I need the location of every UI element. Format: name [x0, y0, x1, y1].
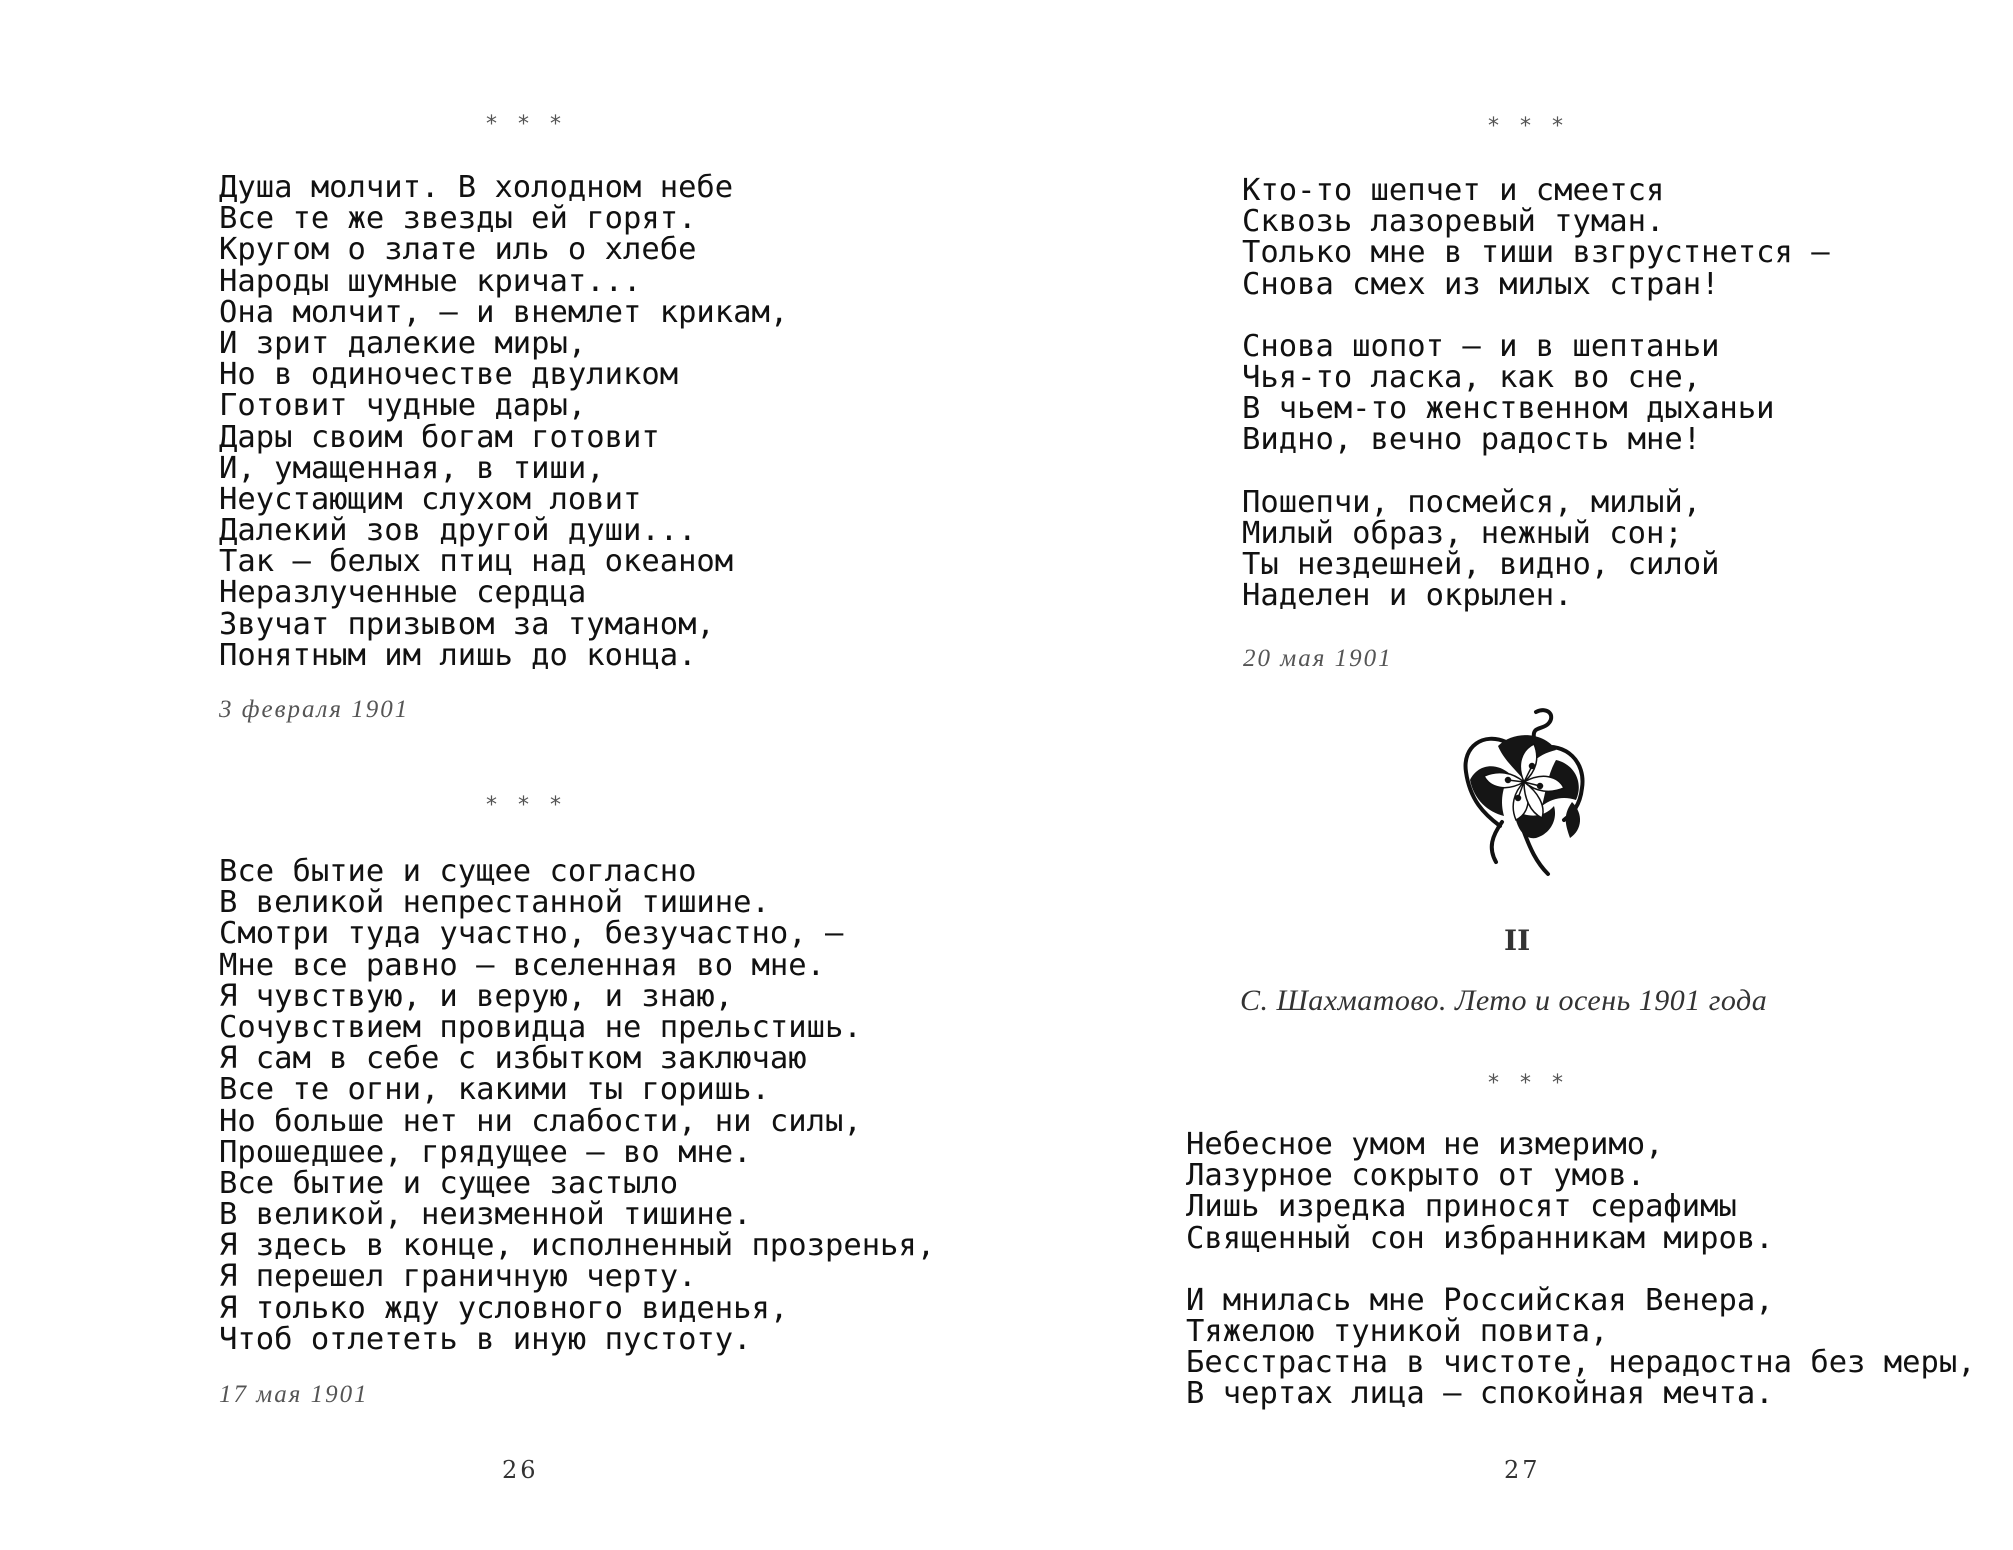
poem-line: Сочувствием провидца не прельстишь.: [219, 1009, 862, 1045]
asterism: * * *: [486, 112, 568, 137]
poem-line: Так — белых птиц над океаном: [219, 544, 734, 580]
poem-line: Священный сон избранникам миров.: [1186, 1220, 1774, 1256]
poem-line: Снова смех из милых стран!: [1242, 266, 1720, 302]
poem-line: И мнилась мне Российская Венера,: [1186, 1282, 1774, 1318]
page-number: 26: [502, 1456, 539, 1484]
poem-date: 3 февраля 1901: [219, 696, 410, 723]
poem-line: Кругом о злате иль о хлебе: [219, 232, 697, 268]
poem-line: Кто-то шепчет и смеется: [1242, 173, 1665, 208]
poem-line: Все бытие и сущее согласно: [219, 854, 697, 889]
poem-line: Чтоб отлететь в иную пустоту.: [219, 1321, 752, 1357]
poem-line: Я только жду условного виденья,: [219, 1290, 789, 1326]
poem-line: Милый образ, нежный сон;: [1242, 515, 1683, 551]
poem-line: Тяжелою туникой повита,: [1186, 1313, 1609, 1349]
poem-line: Ты нездешней, видно, силой: [1242, 546, 1720, 582]
poem-line: Звучат призывом за туманом,: [219, 606, 715, 642]
poem-line: Чья-то ласка, как во сне,: [1242, 359, 1702, 395]
poem-line: Понятным им лишь до конца.: [219, 637, 697, 673]
poem-line: Видно, вечно радость мне!: [1242, 422, 1702, 458]
poem-line: Но больше нет ни слабости, ни силы,: [219, 1103, 862, 1139]
poem-line: Лишь изредка приносят серафимы: [1186, 1189, 1737, 1225]
poem-line: И зрит далекие миры,: [219, 325, 587, 361]
poem-line: Сквозь лазоревый туман.: [1242, 204, 1665, 240]
poem-line: Пошепчи, посмейся, милый,: [1242, 484, 1702, 520]
poem-line: Смотри туда участно, безучастно, —: [219, 916, 844, 952]
asterism: * * *: [1488, 1071, 1570, 1096]
poem-line: В великой непрестанной тишине.: [219, 885, 770, 921]
poem-line: Снова шопот — и в шептаньи: [1242, 328, 1720, 364]
poem-line: Все бытие и сущее застыло: [219, 1165, 679, 1201]
poem-line: Неустающим слухом ловит: [219, 481, 642, 517]
poem-line: Бесстрастна в чистоте, нерадостна без меры,: [1186, 1345, 1976, 1381]
asterism: * * *: [486, 793, 568, 818]
poem-line: Мне все равно — вселенная во мне.: [219, 947, 825, 983]
poem-line: Она молчит, — и внемлет крикам,: [219, 294, 789, 330]
poem-line: В чертах лица — спокойная мечта.: [1186, 1376, 1774, 1412]
asterism: * * *: [1488, 114, 1570, 139]
poem-text: [1242, 173, 1830, 614]
poem-text: [219, 856, 935, 1355]
poem-line: Я перешел граничную черту.: [219, 1259, 697, 1295]
section-subtitle: С. Шахматово. Лето и осень 1901 года: [1240, 984, 1768, 1017]
poem-date: 17 мая 1901: [219, 1381, 369, 1408]
poem-text: [1186, 1129, 1976, 1410]
poem-line: Все те огни, какими ты горишь.: [219, 1072, 770, 1108]
poem-line: Дары своим богам готовит: [219, 419, 660, 455]
poem-line: Я чувствую, и верую, и знаю,: [219, 978, 734, 1014]
poem-line: Далекий зов другой души...: [219, 513, 697, 549]
poem-line: И, умащенная, в тиши,: [219, 450, 605, 486]
stanza: [1242, 175, 1830, 300]
poem-line: Все те же звезды ей горят.: [219, 201, 697, 237]
stanza: [1242, 328, 1830, 458]
poem-line: Но в одиночестве двуликом: [219, 357, 679, 393]
poem-line: Я сам в себе с избытком заключаю: [219, 1041, 807, 1077]
poem-date: 20 мая 1901: [1243, 645, 1393, 672]
section-number: II: [1504, 924, 1531, 957]
poem-line: В великой, неизменной тишине.: [219, 1197, 752, 1233]
poem-text: [219, 172, 788, 671]
lily-flower-icon: [1444, 702, 1604, 882]
poem-line: Небесное умом не измеримо,: [1186, 1127, 1664, 1162]
page-number: 27: [1504, 1456, 1541, 1484]
stanza: [1242, 484, 1830, 614]
poem-line: Только мне в тиши взгрустнется —: [1242, 235, 1830, 271]
poem-line: Неразлученные сердца: [219, 575, 587, 611]
stanza: [1186, 1282, 1976, 1412]
poem-line: Лазурное сокрыто от умов.: [1186, 1158, 1646, 1194]
poem-line: Душа молчит. В холодном небе: [219, 170, 734, 205]
poem-line: Готовит чудные дары,: [219, 388, 587, 424]
poem-line: Я здесь в конце, исполненный прозренья,: [219, 1228, 936, 1264]
poem-line: В чьем-то женственном дыханьи: [1242, 391, 1775, 427]
poem-line: Наделен и окрылен.: [1242, 578, 1573, 614]
left-page: [0, 0, 1006, 1550]
right-page: [1006, 0, 2013, 1550]
poem-line: Прошедшее, грядущее — во мне.: [219, 1134, 752, 1170]
stanza: [1186, 1129, 1976, 1254]
poem-line: Народы шумные кричат...: [219, 263, 642, 299]
